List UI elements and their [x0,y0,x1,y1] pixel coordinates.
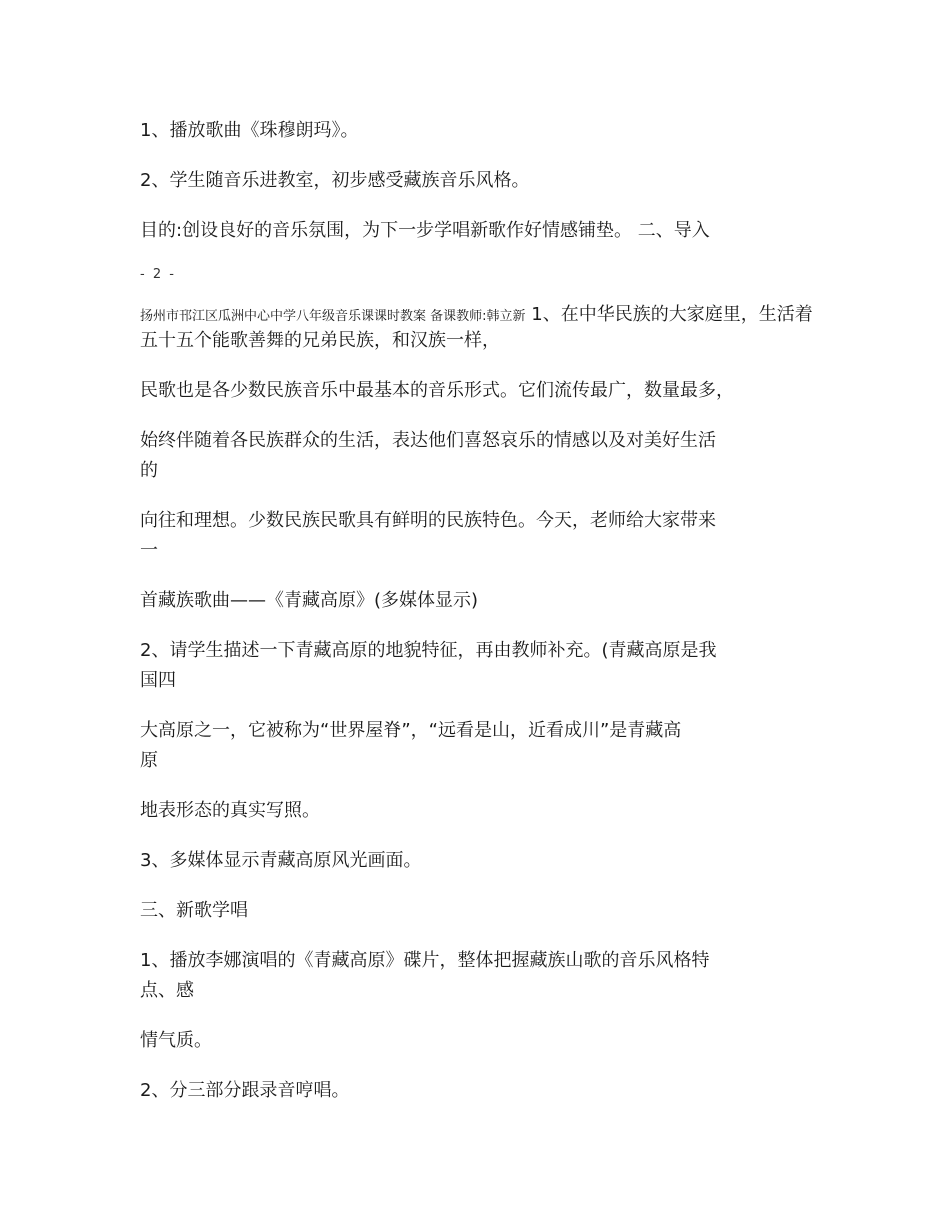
text-line-5: 民歌也是各少数民族音乐中最基本的音乐形式。它们流传最广，数量最多， [140,380,734,401]
page-number: - 2 - [140,267,176,282]
text-line-6b: 的 [140,460,158,481]
text-line-9b: 国四 [140,670,176,691]
text-line-15: 情气质。 [140,1030,212,1051]
text-line-2: 2、学生随音乐进教室，初步感受藏族音乐风格。 [140,170,530,191]
text-line-7a: 向往和理想。少数民族民歌具有鲜明的民族特色。今天，老师给大家带来 [140,510,716,531]
text-line-9a: 2、请学生描述一下青藏高原的地貌特征，再由教师补充。(青藏高原是我 [140,640,717,661]
text-line-10b: 原 [140,750,158,771]
text-line-10a: 大高原之一，它被称为“世界屋脊”，“远看是山，近看成川”是青藏高 [140,720,682,741]
text-line-14b: 点、感 [140,980,194,1001]
text-line-16: 2、分三部分跟录音哼唱。 [140,1080,350,1101]
text-line-11: 地表形态的真实写照。 [140,800,320,821]
text-line-12: 3、多媒体显示青藏高原风光画面。 [140,850,422,871]
text-line-8: 首藏族歌曲——《青藏高原》(多媒体显示) [140,590,479,611]
text-line-1: 1、播放歌曲《珠穆朗玛》。 [140,120,359,141]
page-header-text: 扬州市邗江区瓜洲中心中学八年级音乐课课时教案 备课教师:韩立新 [140,309,526,324]
text-line-6a: 始终伴随着各民族群众的生活，表达他们喜怒哀乐的情感以及对美好生活 [140,430,716,451]
text-line-3: 目的:创设良好的音乐氛围，为下一步学唱新歌作好情感铺垫。 二、导入 [140,220,710,241]
text-line-7b: 一 [140,540,158,561]
text-line-header-paragraph [140,303,830,353]
header-paragraph-rest: 1、在中华民族的大家庭里，生活着五十五个能歌善舞的兄弟民族，和汉族一样， [140,304,813,351]
section-heading-new-song: 三、新歌学唱 [140,900,248,921]
text-line-14a: 1、播放李娜演唱的《青藏高原》碟片，整体把握藏族山歌的音乐风格特 [140,950,710,971]
